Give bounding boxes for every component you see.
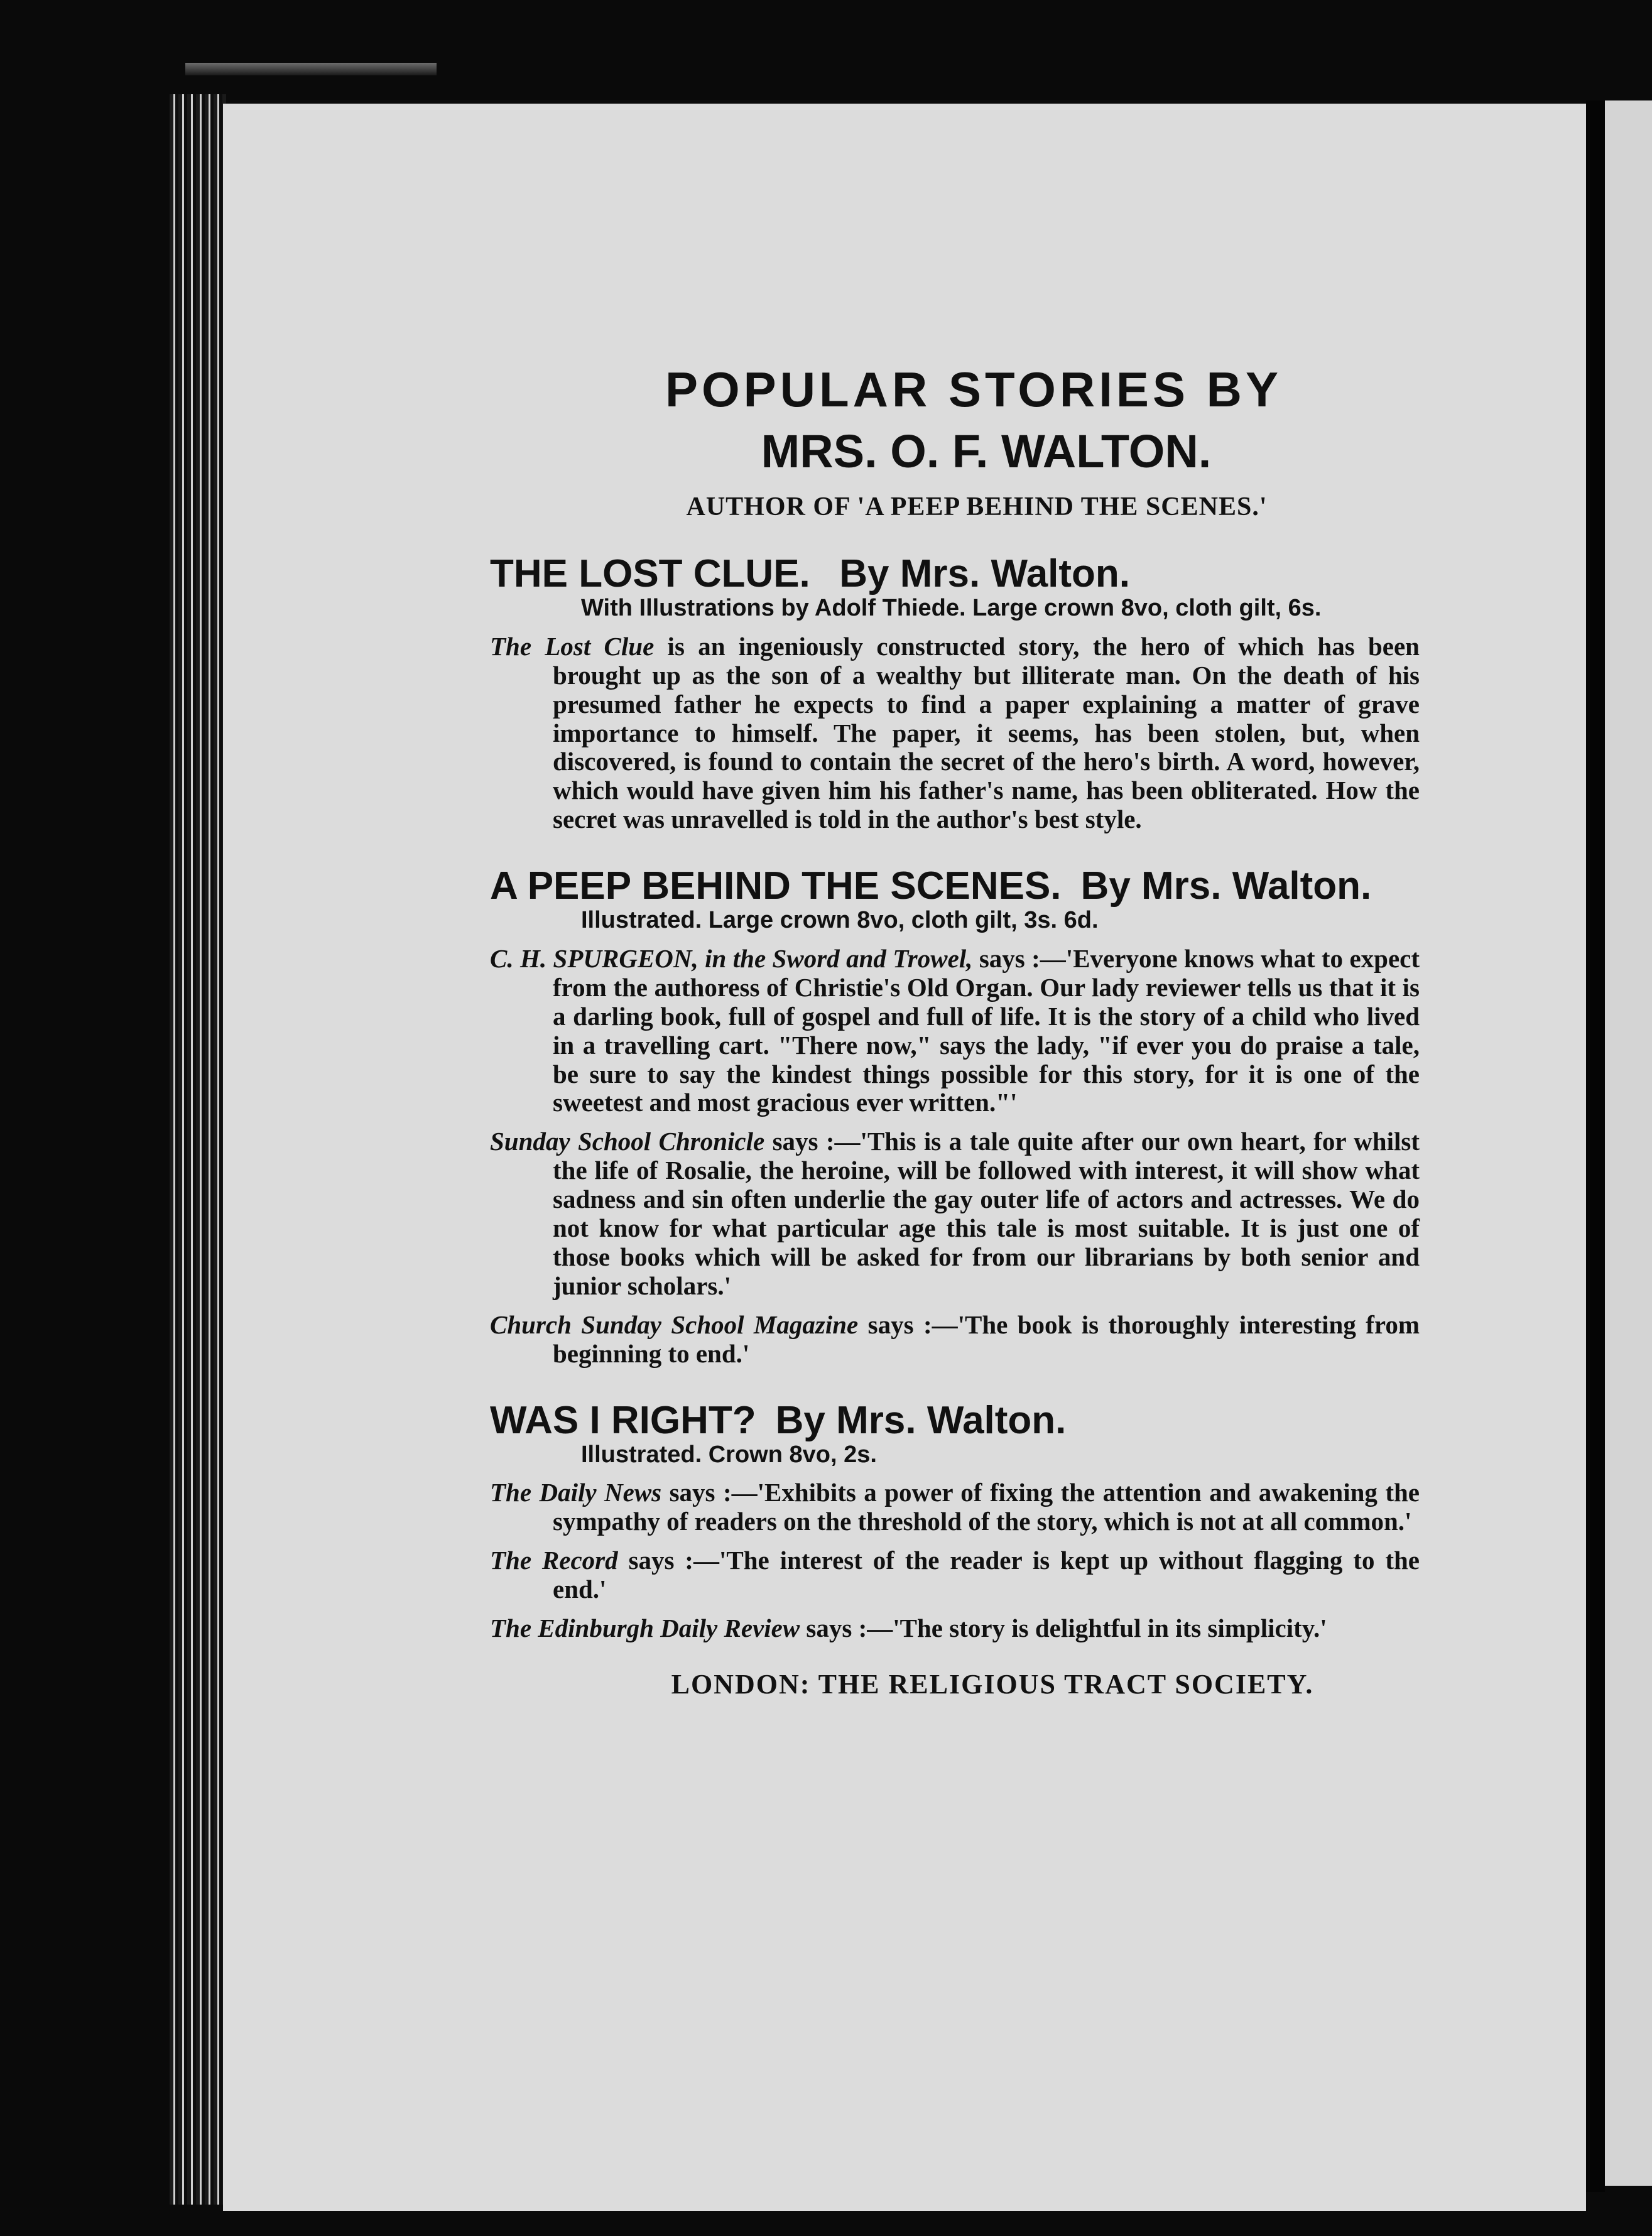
book-meta: Illustrated. Crown 8vo, 2s. — [581, 1441, 877, 1468]
review-source: C. H. SPURGEON, in the Sword and Trowel, — [490, 943, 973, 973]
review — [490, 1311, 1420, 1369]
review-text: says :—'Everyone knows what to expect from the authoress of Christie's Old Organ. Our lady reviewer tells us that it is a darling book, full of gospel and full of life. It is the story of a child who lived in a travelling cart. "There now," says the lady, "if ever you do praise a tale, be sure to say the kindest things possible for this story, for it is one of the sweetest and most gracious ever written."' — [553, 943, 1420, 1117]
book-lost-clue — [490, 553, 1420, 834]
page-gutter — [1586, 100, 1605, 2192]
publisher-footer: LONDON: THE RELIGIOUS TRACT SOCIETY. — [671, 1668, 1314, 1700]
review — [490, 1614, 1420, 1643]
book-meta: With Illustrations by Adolf Thiede. Large crown 8vo, cloth gilt, 6s. — [581, 595, 1322, 622]
review-text: is an ingeniously constructed story, the hero of which has been brought up as the son of a wealthy but illiterate man. On the death of his presumed father he expects to find a paper explaining a matter of grave importance to himself. The paper, it seems, has been stolen, but, when discovered, is found to contain the secret of the hero's birth. A word, however, which would have given him his father's name, has been obliterated. How the secret was unravelled is told in the author's best style. — [553, 631, 1420, 834]
review-text: says :—'The interest of the reader is kept up without flagging to the end.' — [553, 1546, 1420, 1604]
book-by: By Mrs. Walton. — [775, 1398, 1067, 1442]
page-title: POPULAR STORIES BY — [665, 362, 1283, 417]
review-text: says :—'The story is delightful in its simplicity.' — [800, 1614, 1327, 1642]
review — [490, 1546, 1420, 1604]
book-was-i-right — [490, 1400, 1420, 1643]
page-edges-top — [185, 63, 437, 75]
advertisement-content — [490, 361, 1420, 1700]
review-text: says :—'Exhibits a power of fixing the attention and awakening the sympathy of readers on the threshold of the story, which is not at all common.' — [553, 1478, 1420, 1536]
book-peep-behind-the-scenes — [490, 866, 1420, 1368]
review — [490, 1479, 1420, 1536]
book-heading — [490, 553, 1420, 595]
review-text: says :—'The book is thoroughly interesting from beginning to end.' — [553, 1310, 1420, 1368]
facing-page — [1605, 100, 1652, 2186]
review-source: The Edinburgh Daily Review — [490, 1614, 800, 1642]
review-source: The Record — [490, 1546, 618, 1575]
review — [490, 1127, 1420, 1300]
book-title: THE LOST CLUE. — [490, 552, 810, 595]
book-title: A PEEP BEHIND THE SCENES. — [490, 864, 1062, 908]
author-subtitle: AUTHOR OF 'A PEEP BEHIND THE SCENES.' — [686, 492, 1268, 521]
author-name: MRS. O. F. WALTON. — [761, 425, 1212, 477]
book-heading — [490, 1400, 1420, 1441]
review — [490, 632, 1420, 834]
review-source: Sunday School Chronicle — [490, 1127, 765, 1156]
review-source: The Daily News — [490, 1478, 662, 1507]
book-heading — [490, 866, 1420, 907]
book-meta: Illustrated. Large crown 8vo, cloth gilt, 3s. 6d. — [581, 907, 1099, 934]
review-source: The Lost Clue — [490, 631, 655, 661]
review-source: Church Sunday School Magazine — [490, 1310, 859, 1339]
review-text: says :—'This is a tale quite after our own heart, for whilst the life of Rosalie, the heroine, will be followed with interest, it will show what sadness and sin often underlie the gay outer life of actors and actresses. We do not know for what particular age this tale is most suitable. It is just one of those books which will be asked for from our librarians by both senior and junior scholars.' — [553, 1127, 1420, 1300]
review — [490, 945, 1420, 1117]
book-by: By Mrs. Walton. — [1080, 864, 1372, 908]
page-edges — [170, 94, 226, 2205]
book-by: By Mrs. Walton. — [839, 552, 1131, 595]
book-title: WAS I RIGHT? — [490, 1398, 756, 1442]
